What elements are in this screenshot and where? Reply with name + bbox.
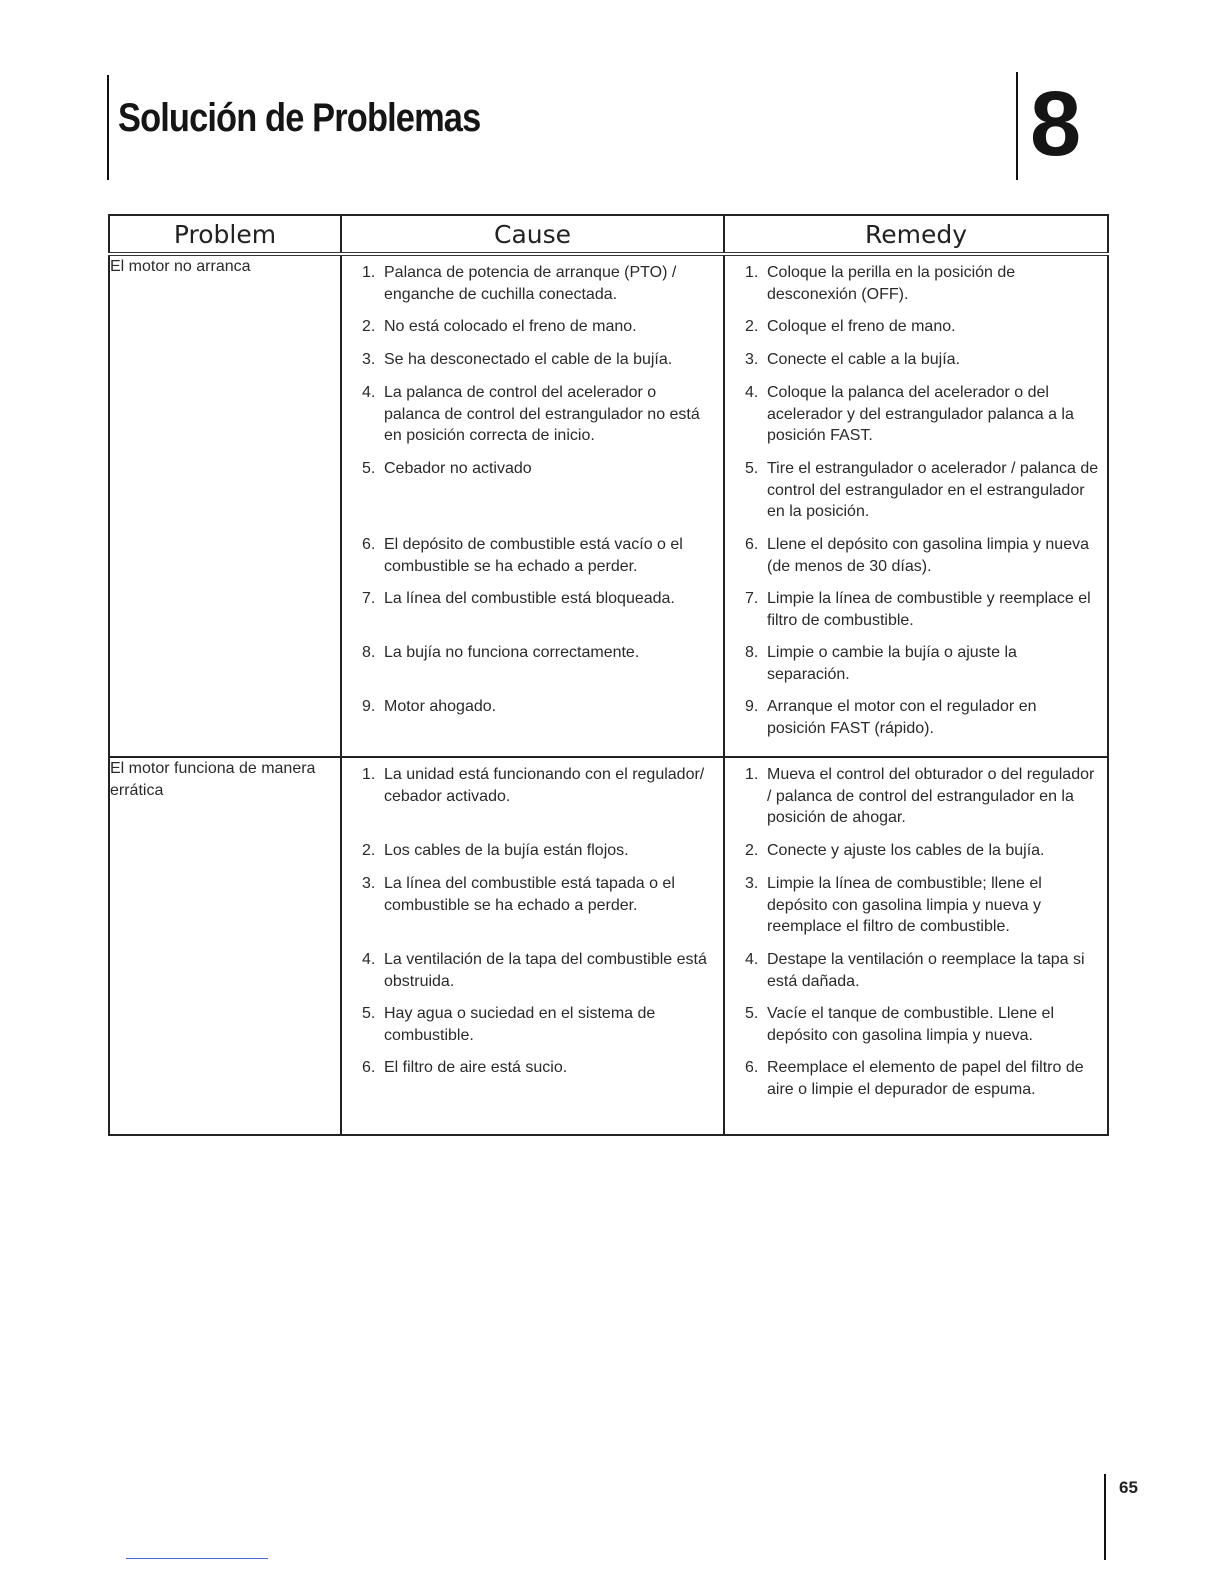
cause-item-text: Hay agua o suciedad en el sistema de combustible. (384, 1005, 656, 1044)
cause-item-text: La unidad está funcionando con el regulador/ cebador activado. (384, 766, 705, 805)
cause-item-text: La palanca de control del acelerador o palanca de control del estrangulador no está en posición correcta de inicio. (384, 384, 700, 444)
cause-item-number: 1. (362, 264, 376, 281)
cause-item-text: Los cables de la bujía están flojos. (384, 842, 629, 859)
cause-item-number: 3. (362, 875, 376, 892)
remedy-item-text: Limpie la línea de combustible y reemplace el filtro de combustible. (767, 590, 1091, 629)
remedy-item-number: 5. (745, 460, 759, 477)
remedy-item-text: Tire el estrangulador o acelerador / palanca de control del estrangulador en el estrangulador en la posición. (767, 460, 1099, 520)
cause-item-number: 3. (362, 351, 376, 368)
cause-list (342, 256, 723, 756)
troubleshooting-table-wrapper (108, 214, 1107, 1136)
remedy-item (743, 588, 1099, 642)
cause-item-number: 5. (362, 1005, 376, 1022)
chapter-number: 8 (1030, 73, 1082, 175)
remedy-item-number: 6. (745, 536, 759, 553)
remedy-item-number: 3. (745, 351, 759, 368)
header-cause: Cause (341, 215, 724, 254)
cause-item (360, 262, 715, 316)
cause-item-text: Palanca de potencia de arranque (PTO) / enganche de cuchilla conectada. (384, 264, 677, 303)
cause-item (360, 696, 715, 750)
remedy-item (743, 840, 1099, 873)
cause-item-number: 4. (362, 951, 376, 968)
remedy-item (743, 949, 1099, 1003)
remedy-item (743, 696, 1099, 750)
page-title: Solución de Problemas (118, 96, 481, 140)
cause-list (342, 758, 723, 1117)
cause-item-text: Cebador no activado (384, 460, 532, 477)
cause-item (360, 1003, 715, 1057)
remedy-item (743, 764, 1099, 840)
cause-item-text: La línea del combustible está tapada o el combustible se ha echado a perder. (384, 875, 675, 914)
remedy-item-number: 3. (745, 875, 759, 892)
cause-item (360, 349, 715, 382)
remedy-item-number: 9. (745, 698, 759, 715)
cause-item-number: 2. (362, 842, 376, 859)
cause-item (360, 316, 715, 349)
cause-item-number: 9. (362, 698, 376, 715)
cause-item (360, 840, 715, 873)
remedy-item-text: Conecte y ajuste los cables de la bujía. (767, 842, 1045, 859)
remedy-item (743, 534, 1099, 588)
page-number: 65 (1119, 1478, 1138, 1497)
cause-item-number: 8. (362, 644, 376, 661)
remedy-item (743, 642, 1099, 696)
remedy-item-number: 1. (745, 264, 759, 281)
table-row (109, 757, 1108, 1135)
cause-item-number: 5. (362, 460, 376, 477)
remedy-item (743, 1057, 1099, 1111)
remedy-item-number: 2. (745, 318, 759, 335)
remedy-item-number: 4. (745, 951, 759, 968)
header-problem: Problem (109, 215, 341, 254)
remedy-item-text: Vacíe el tanque de combustible. Llene el depósito con gasolina limpia y nueva. (767, 1005, 1055, 1044)
cause-item-number: 4. (362, 384, 376, 401)
cause-item (360, 873, 715, 949)
troubleshooting-table (108, 214, 1109, 1136)
cause-item-number: 7. (362, 590, 376, 607)
table-row (109, 254, 1108, 757)
cause-cell (341, 254, 724, 757)
cause-item (360, 764, 715, 840)
header-rule-left (107, 75, 109, 180)
remedy-item-number: 5. (745, 1005, 759, 1022)
remedy-item-text: Coloque el freno de mano. (767, 318, 956, 335)
remedy-list (725, 758, 1107, 1117)
cause-item-text: El depósito de combustible está vacío o el combustible se ha echado a perder. (384, 536, 683, 575)
remedy-item-number: 7. (745, 590, 759, 607)
cause-item-text: La línea del combustible está bloqueada. (384, 590, 675, 607)
remedy-item-text: Limpie la línea de combustible; llene el depósito con gasolina limpia y nueva y reemplace el filtro de combustible. (767, 875, 1042, 935)
cause-item-text: La ventilación de la tapa del combustible está obstruida. (384, 951, 707, 990)
remedy-item-text: Conecte el cable a la bujía. (767, 351, 961, 368)
remedy-cell (724, 757, 1108, 1135)
footer-line (126, 1558, 268, 1559)
header-remedy: Remedy (724, 215, 1108, 254)
remedy-item-text: Coloque la perilla en la posición de desconexión (OFF). (767, 264, 1016, 303)
remedy-item-number: 1. (745, 766, 759, 783)
table-header-row (109, 215, 1108, 254)
remedy-list (725, 256, 1107, 756)
cause-item-text: La bujía no funciona correctamente. (384, 644, 640, 661)
remedy-item-text: Reemplace el elemento de papel del filtro de aire o limpie el depurador de espuma. (767, 1059, 1084, 1098)
remedy-item (743, 382, 1099, 458)
problem-cell: El motor no arranca (109, 254, 341, 757)
remedy-item (743, 873, 1099, 949)
remedy-item-number: 2. (745, 842, 759, 859)
remedy-item-number: 6. (745, 1059, 759, 1076)
cause-item-number: 1. (362, 766, 376, 783)
cause-item (360, 1057, 715, 1111)
remedy-item-text: Coloque la palanca del acelerador o del acelerador y del estrangulador palanca a la posición FAST. (767, 384, 1074, 444)
header-rule-right (1016, 72, 1018, 180)
remedy-item-text: Arranque el motor con el regulador en posición FAST (rápido). (767, 698, 1037, 737)
remedy-item-number: 8. (745, 644, 759, 661)
cause-item-number: 2. (362, 318, 376, 335)
cause-item (360, 588, 715, 642)
remedy-item-text: Llene el depósito con gasolina limpia y nueva (de menos de 30 días). (767, 536, 1089, 575)
remedy-item-text: Destape la ventilación o reemplace la tapa si está dañada. (767, 951, 1085, 990)
remedy-cell (724, 254, 1108, 757)
cause-item (360, 382, 715, 458)
cause-cell (341, 757, 724, 1135)
cause-item-text: El filtro de aire está sucio. (384, 1059, 568, 1076)
remedy-item (743, 316, 1099, 349)
problem-cell: El motor funciona de manera errática (109, 757, 341, 1135)
remedy-item (743, 458, 1099, 534)
remedy-item-text: Mueva el control del obturador o del regulador / palanca de control del estrangulador en la posición de ahogar. (767, 766, 1095, 826)
cause-item-text: No está colocado el freno de mano. (384, 318, 637, 335)
cause-item (360, 458, 715, 534)
table-body (109, 254, 1108, 1135)
remedy-item-number: 4. (745, 384, 759, 401)
page-number-rule (1104, 1474, 1106, 1560)
cause-item (360, 534, 715, 588)
cause-item (360, 949, 715, 1003)
cause-item (360, 642, 715, 696)
cause-item-number: 6. (362, 536, 376, 553)
remedy-item-text: Limpie o cambie la bujía o ajuste la separación. (767, 644, 1017, 683)
cause-item-text: Motor ahogado. (384, 698, 497, 715)
cause-item-text: Se ha desconectado el cable de la bujía. (384, 351, 673, 368)
remedy-item (743, 349, 1099, 382)
cause-item-number: 6. (362, 1059, 376, 1076)
remedy-item (743, 1003, 1099, 1057)
remedy-item (743, 262, 1099, 316)
